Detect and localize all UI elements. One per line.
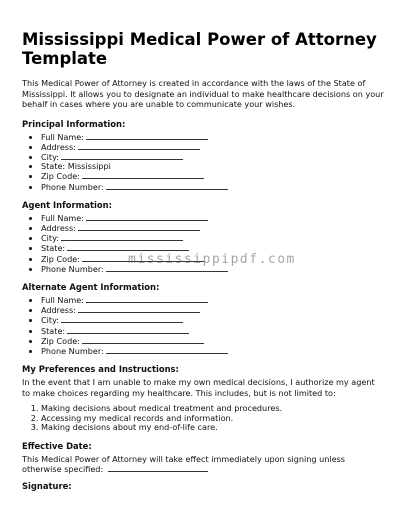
alternate-full-name-field[interactable]: • Full Name:: [41, 295, 384, 305]
effective-date-heading: Effective Date:: [22, 440, 92, 451]
principal-heading: Principal Information:: [22, 118, 126, 129]
alternate-heading: Alternate Agent Information:: [22, 281, 160, 292]
agent-zip-field[interactable]: • Zip Code:: [41, 254, 384, 264]
principal-address-field[interactable]: • Address:: [41, 142, 384, 152]
agent-full-name-field[interactable]: • Full Name:: [41, 213, 384, 223]
effective-date-blank[interactable]: [108, 464, 208, 472]
principal-zip-field[interactable]: • Zip Code:: [41, 171, 384, 181]
preferences-item: 2. Accessing my medical records and information.: [41, 414, 384, 424]
alternate-address-field[interactable]: • Address:: [41, 305, 384, 315]
principal-fields: [22, 132, 384, 192]
preferences-item: 3. Making decisions about my end-of-life care.: [41, 423, 384, 433]
agent-heading: Agent Information:: [22, 199, 112, 210]
agent-city-field[interactable]: • City:: [41, 233, 384, 243]
intro-paragraph: This Medical Power of Attorney is created in accordance with the laws of the State of Mississippi. It allows you to designate an individual to make healthcare decisions on your behalf in cases where you are unable to communicate your wishes.: [22, 78, 384, 109]
alternate-city-field[interactable]: • City:: [41, 315, 384, 325]
preferences-heading: My Preferences and Instructions:: [22, 364, 179, 375]
preferences-item: 1. Making decisions about medical treatment and procedures.: [41, 404, 384, 414]
watermark-text: mississippipdf.com: [128, 252, 296, 267]
agent-state-field[interactable]: • State:: [41, 243, 384, 253]
principal-full-name-field[interactable]: • Full Name:: [41, 132, 384, 142]
alternate-state-field[interactable]: • State:: [41, 326, 384, 336]
agent-address-field[interactable]: • Address:: [41, 223, 384, 233]
agent-phone-field[interactable]: • Phone Number:: [41, 264, 384, 274]
principal-city-field[interactable]: • City:: [41, 152, 384, 162]
preferences-list: [22, 404, 384, 433]
signature-heading: Signature:: [22, 480, 72, 491]
alternate-fields: [22, 295, 384, 356]
preferences-paragraph: In the event that I am unable to make my own medical decisions, I authorize my agent to make choices regarding my healthcare. This includes, but is not limited to:: [22, 377, 375, 398]
document-title: Mississippi Medical Power of Attorney Template: [22, 30, 377, 68]
alternate-zip-field[interactable]: • Zip Code:: [41, 336, 384, 346]
principal-phone-field[interactable]: • Phone Number:: [41, 182, 384, 192]
effective-date-paragraph: This Medical Power of Attorney will take effect immediately upon signing unless otherwise specified:: [22, 453, 345, 475]
alternate-phone-field[interactable]: • Phone Number:: [41, 346, 384, 356]
principal-state-field: • State: Mississippi: [41, 162, 384, 171]
